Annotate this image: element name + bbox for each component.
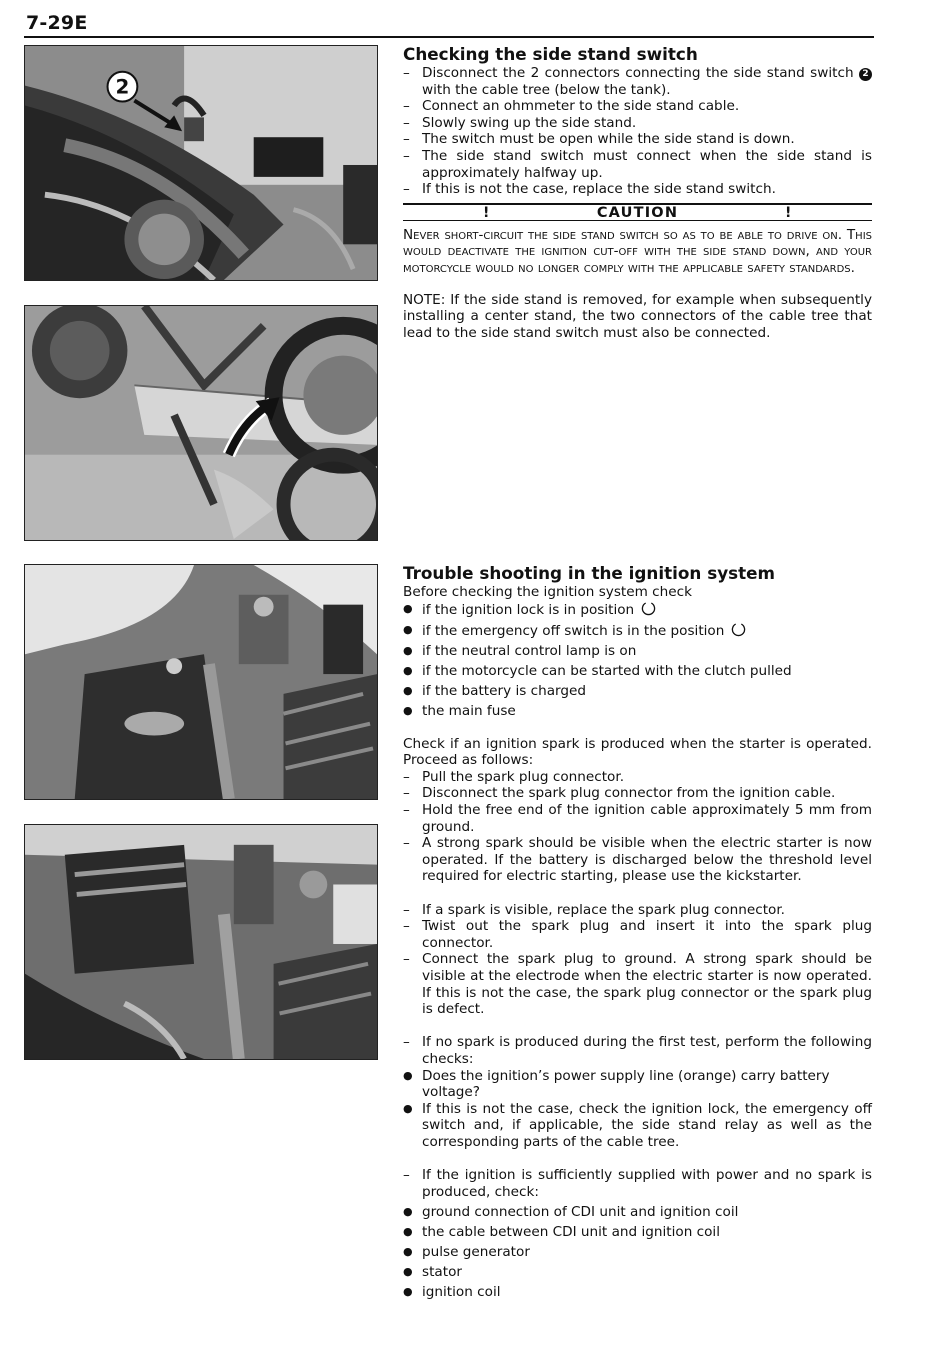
step-item: – If this is not the case, replace the side stand switch. [403, 181, 872, 198]
photo-side-stand-swing [24, 305, 378, 541]
page-number: 7-29E [26, 12, 88, 34]
note-text: NOTE: If the side stand is removed, for example when subsequently installing a center stand, the two connectors of the cable tree that lead to the side stand switch must also be connected. [403, 291, 872, 341]
section1-title: Checking the side stand switch [403, 44, 698, 64]
step-item: – If the ignition is sufficiently supplied with power and no spark is produced, check: [403, 1167, 872, 1200]
photo-ignition-coil [24, 824, 378, 1060]
step-item: – Disconnect the spark plug connector from the ignition cable. [403, 785, 872, 802]
step-item: – Slowly swing up the side stand. [403, 115, 872, 132]
header-rule [24, 36, 874, 38]
check-item: ● ground connection of CDI unit and ignition coil [403, 1204, 872, 1221]
check-item: ● if the emergency off switch is in the position [403, 622, 872, 640]
caution-banner [403, 203, 872, 221]
photo1-callout: 2 [115, 75, 130, 99]
section2-title: Trouble shooting in the ignition system [403, 563, 776, 583]
step-item: – Connect the spark plug to ground. A strong spark should be visible at the electrode when the electric starter is now operated. If this is not the case, the spark plug connector or the spark plug is defect. [403, 951, 872, 1017]
step-item: – If no spark is produced during the first test, perform the following checks: [403, 1034, 872, 1067]
check-item: ● the main fuse [403, 703, 872, 720]
section-side-stand-switch [403, 44, 872, 341]
step-item: – If a spark is visible, replace the spark plug connector. [403, 902, 872, 919]
check-item: ● Does the ignition’s power supply line (orange) carry battery voltage? [403, 1068, 872, 1101]
step-item: – The switch must be open while the side stand is down. [403, 131, 872, 148]
check-item: ● ignition coil [403, 1284, 872, 1301]
section-ignition-troubleshooting [403, 563, 872, 1300]
photo-side-stand-connectors [24, 45, 378, 281]
check-item: ● stator [403, 1264, 872, 1281]
step-item: – Twist out the spark plug and insert it into the spark plug connector. [403, 918, 872, 951]
check-item: ● if the battery is charged [403, 683, 872, 700]
caution-text: Never short-circuit the side stand switch so as to be able to drive on. This would deactivate the ignition cut-off with the side stand down, and your motorcycle would no longer comply with the applicable safety standards. [403, 226, 872, 276]
check-item: ● if the ignition lock is in position [403, 601, 872, 619]
step-item: – Disconnect the 2 connectors connecting the side stand switch 2 with the cable tree (below the tank). [403, 65, 872, 98]
ignition-position-icon [641, 601, 656, 616]
photo-ignition-components [24, 564, 378, 800]
emergency-off-position-icon [731, 622, 746, 637]
ref-badge-2: 2 [859, 68, 872, 81]
check-item: ● the cable between CDI unit and ignition coil [403, 1224, 872, 1241]
caution-mark-left: ! [483, 204, 490, 221]
step-item: – A strong spark should be visible when the electric starter is now operated. If the battery is discharged below the threshold level required for electric starting, please use the kickstarter. [403, 835, 872, 885]
check-item: ● If this is not the case, check the ignition lock, the emergency off switch and, if applicable, the side stand relay as well as the corresponding parts of the cable tree. [403, 1101, 872, 1151]
check-item: ● if the motorcycle can be started with the clutch pulled [403, 663, 872, 680]
caution-label: CAUTION [596, 204, 679, 221]
section2-intro: Before checking the ignition system check [403, 584, 692, 600]
step-item: – Connect an ohmmeter to the side stand cable. [403, 98, 872, 115]
spark-intro: Check if an ignition spark is produced when the starter is operated. Proceed as follows: [403, 735, 872, 769]
step-item: – The side stand switch must connect when the side stand is approximately halfway up. [403, 148, 872, 181]
step-item: – Pull the spark plug connector. [403, 769, 872, 786]
check-item: ● pulse generator [403, 1244, 872, 1261]
step-item: – Hold the free end of the ignition cable approximately 5 mm from ground. [403, 802, 872, 835]
caution-mark-right: ! [785, 204, 792, 221]
check-item: ● if the neutral control lamp is on [403, 643, 872, 660]
